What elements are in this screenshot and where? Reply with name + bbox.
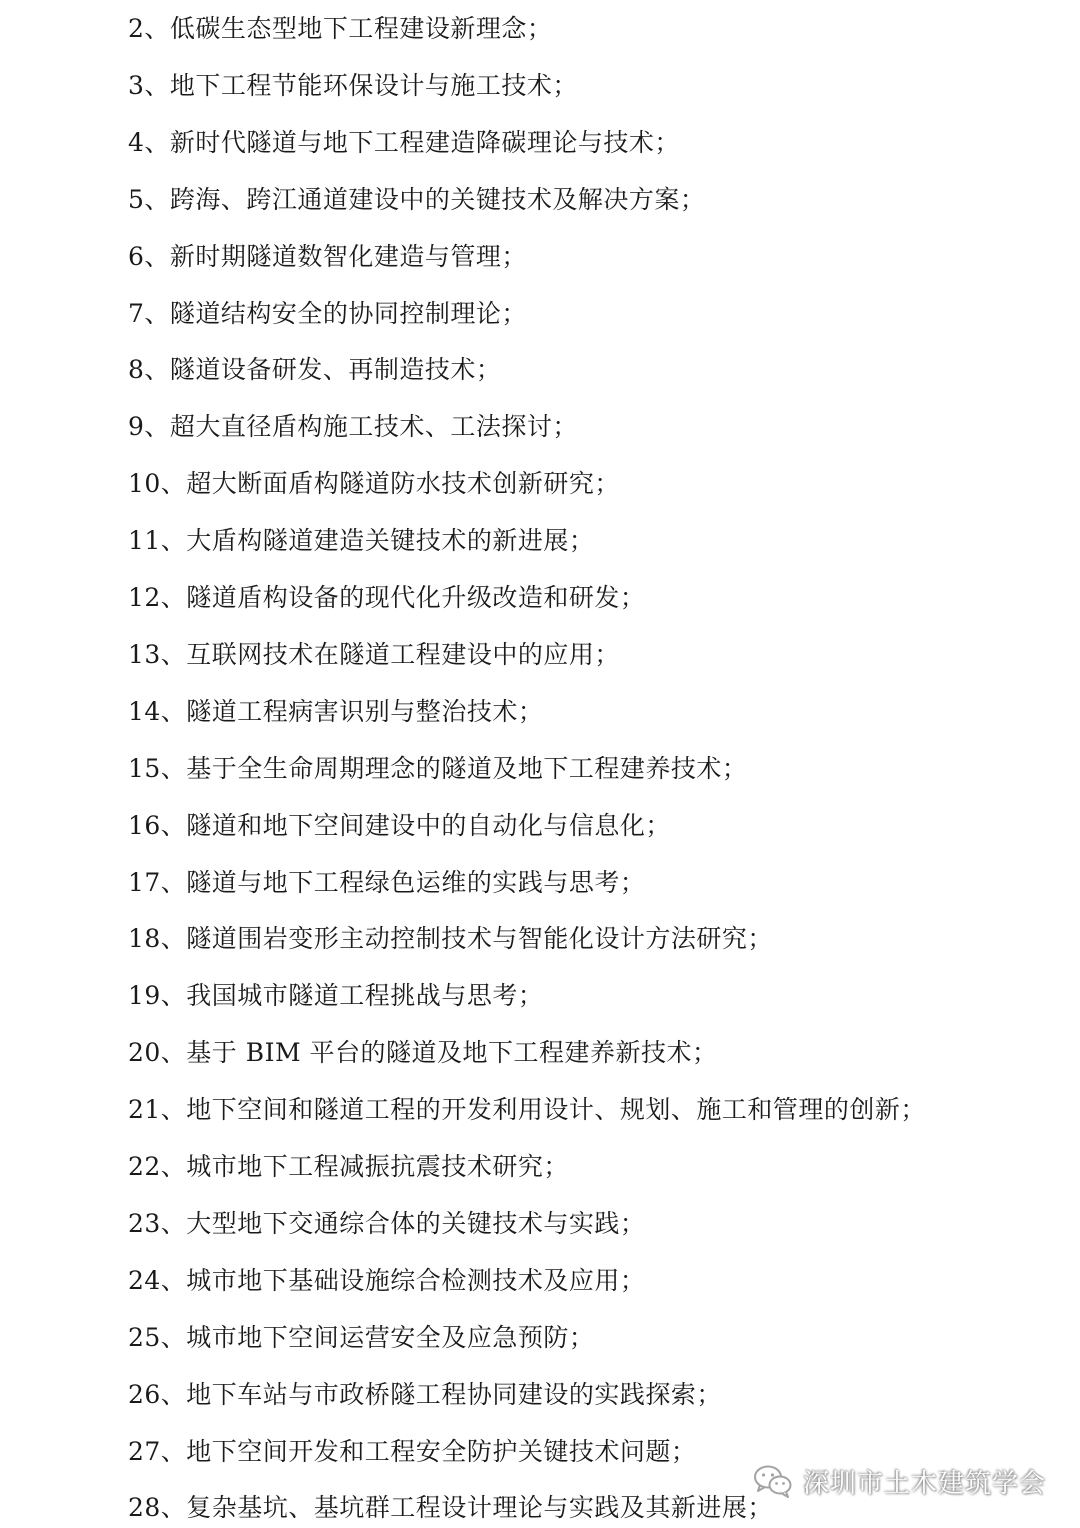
list-item: 16、隧道和地下空间建设中的自动化与信息化；: [128, 810, 671, 840]
list-item: 27、地下空间开发和工程安全防护关键技术问题；: [128, 1436, 697, 1466]
list-item: 7、隧道结构安全的协同控制理论；: [128, 298, 527, 328]
list-item: 12、隧道盾构设备的现代化升级改造和研发；: [128, 583, 646, 612]
list-item: 26、地下车站与市政桥隧工程协同建设的实践探索；: [128, 1379, 722, 1409]
list-item: 18、隧道围岩变形主动控制技术与智能化设计方法研究；: [128, 924, 773, 954]
list-item: 2、低碳生态型地下工程建设新理念；: [128, 14, 553, 43]
list-item: 22、城市地下工程减振抗震技术研究；: [128, 1152, 569, 1181]
list-item: 15、基于全生命周期理念的隧道及地下工程建养技术；: [128, 753, 748, 783]
list-item: 14、隧道工程病害识别与整治技术；: [128, 696, 544, 726]
list-item: 4、新时代隧道与地下工程建造降碳理论与技术；: [128, 127, 680, 157]
list-item: 28、复杂基坑、基坑群工程设计理论与实践及其新进展；: [128, 1493, 773, 1523]
list-item: 9、超大直径盾构施工技术、工法探讨；: [128, 412, 578, 442]
list-item: 25、城市地下空间运营安全及应急预防；: [128, 1322, 595, 1352]
list-item: 11、大盾构隧道建造关键技术的新进展；: [128, 526, 595, 556]
list-item: 3、地下工程节能环保设计与施工技术；: [128, 70, 578, 100]
list-item: 20、基于 BIM 平台的隧道及地下工程建养新技术；: [128, 1038, 718, 1068]
list-item: 13、互联网技术在隧道工程建设中的应用；: [128, 639, 620, 669]
list-item: 17、隧道与地下工程绿色运维的实践与思考；: [128, 867, 646, 897]
list-item: 8、隧道设备研发、再制造技术；: [128, 355, 502, 385]
watermark: [753, 1456, 1046, 1506]
list-item: 24、城市地下基础设施综合检测技术及应用；: [128, 1265, 646, 1295]
list-item: 6、新时期隧道数智化建造与管理；: [128, 241, 527, 271]
list-item: 23、大型地下交通综合体的关键技术与实践；: [128, 1208, 646, 1238]
watermark-text: 深圳市土木建筑学会: [802, 1468, 1046, 1499]
list-item: 10、超大断面盾构隧道防水技术创新研究；: [128, 469, 620, 499]
list-item: 5、跨海、跨江通道建设中的关键技术及解决方案；: [128, 184, 706, 214]
list-item: 21、地下空间和隧道工程的开发利用设计、规划、施工和管理的创新；: [128, 1095, 926, 1125]
wechat-icon: [753, 1464, 793, 1498]
list-item: 19、我国城市隧道工程挑战与思考；: [128, 981, 544, 1011]
